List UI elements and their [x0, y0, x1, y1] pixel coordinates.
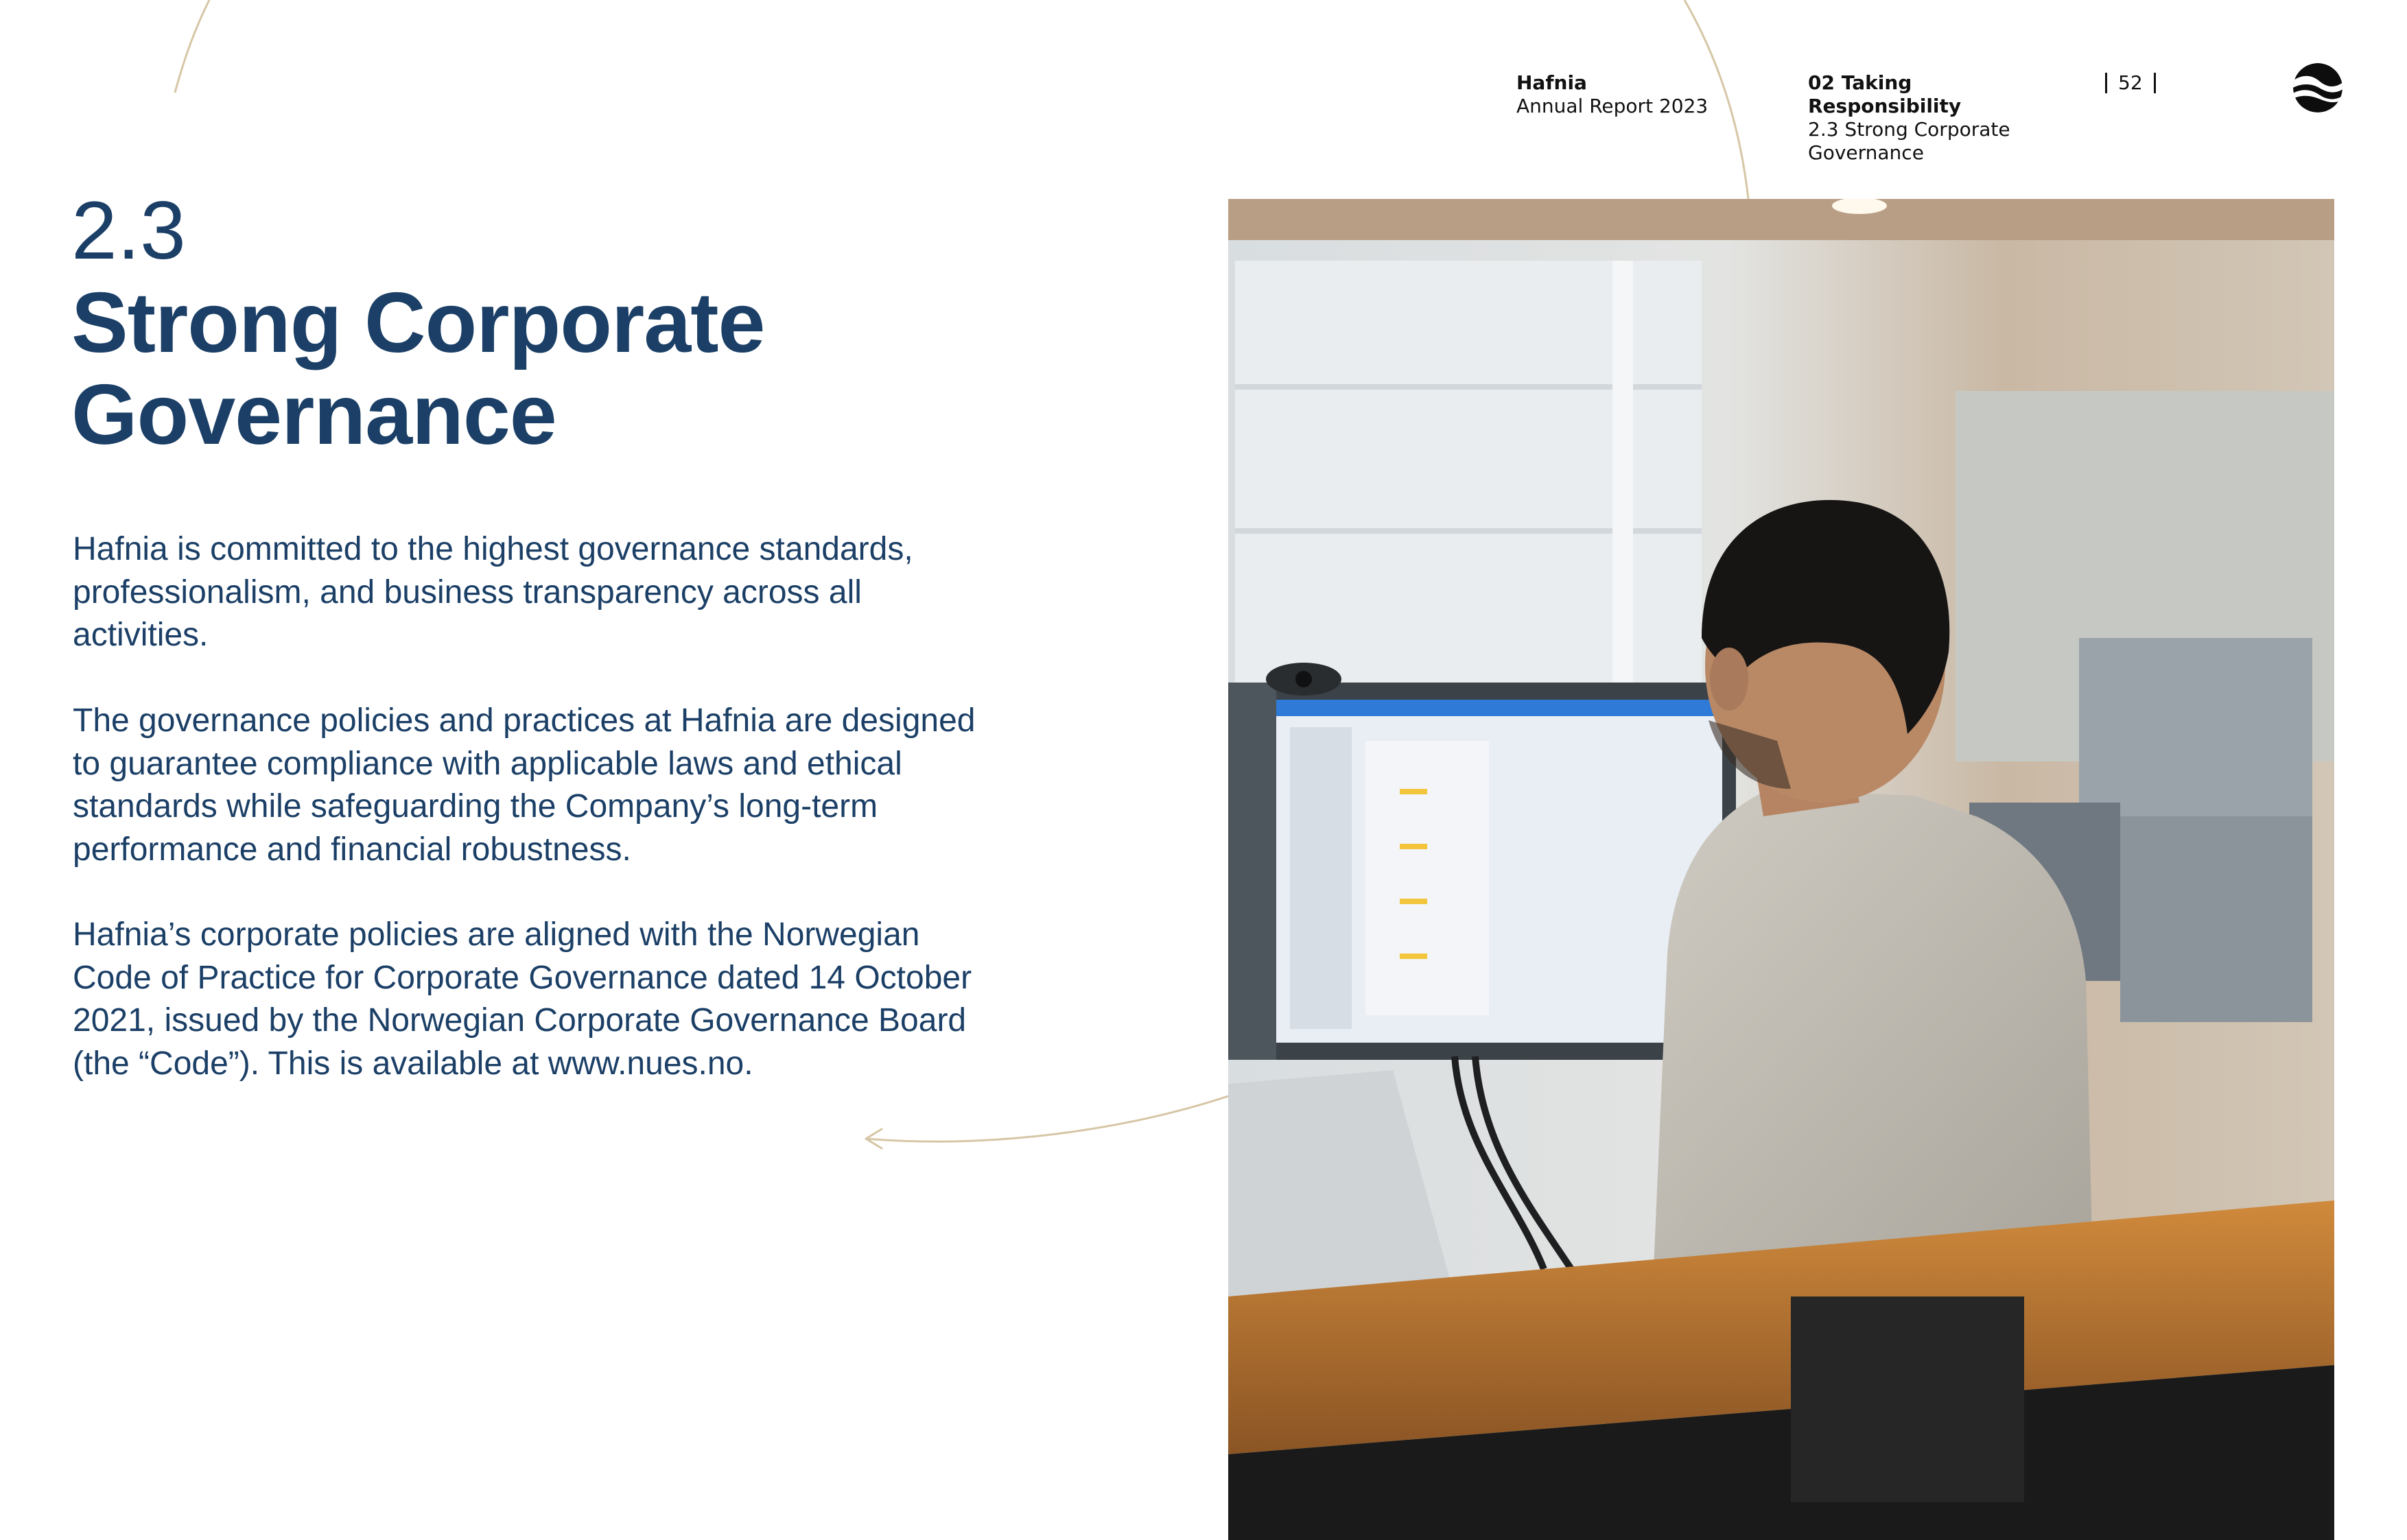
hafnia-wave-logo-icon — [2292, 62, 2344, 114]
section-number: 2.3 — [71, 185, 186, 276]
office-worker-at-computer-photo — [1228, 199, 2334, 1540]
page-separator-left — [2105, 73, 2107, 93]
header-section — [1808, 71, 2069, 165]
page-number: 52 — [2118, 71, 2143, 94]
page-title: Strong Corporate Governance — [71, 276, 765, 462]
arrow-head-icon — [866, 1129, 882, 1148]
policies-paragraph: The governance policies and practices at Hafnia are designed to guarantee compliance with applicable laws and ethical standards while safeguarding the Company’s long-term performance and financial robustness. — [73, 702, 976, 868]
header-section-name: 2.3 Strong Corporate Governance — [1808, 118, 2010, 164]
arrow-arc — [866, 1096, 1228, 1141]
header-report-name: Annual Report 2023 — [1516, 95, 1709, 117]
intro-paragraph: Hafnia is committed to the highest governance standards, professionalism, and business transparency across all activities. — [73, 531, 913, 653]
header-page-indicator — [2105, 71, 2156, 95]
header-brand — [1516, 71, 1743, 118]
code-paragraph: Hafnia’s corporate policies are aligned with the Norwegian Code of Practice for Corporate Governance dated 14 October 2021, issued by the Norwegian Corporate Governance Board (the “Code”). This is available at www.nues.no. — [73, 916, 972, 1082]
top-left-arc — [175, 0, 209, 93]
page-separator-right — [2154, 73, 2156, 93]
header-chapter: 02 Taking Responsibility — [1808, 71, 1962, 117]
header-brand-name: Hafnia — [1516, 71, 1587, 94]
